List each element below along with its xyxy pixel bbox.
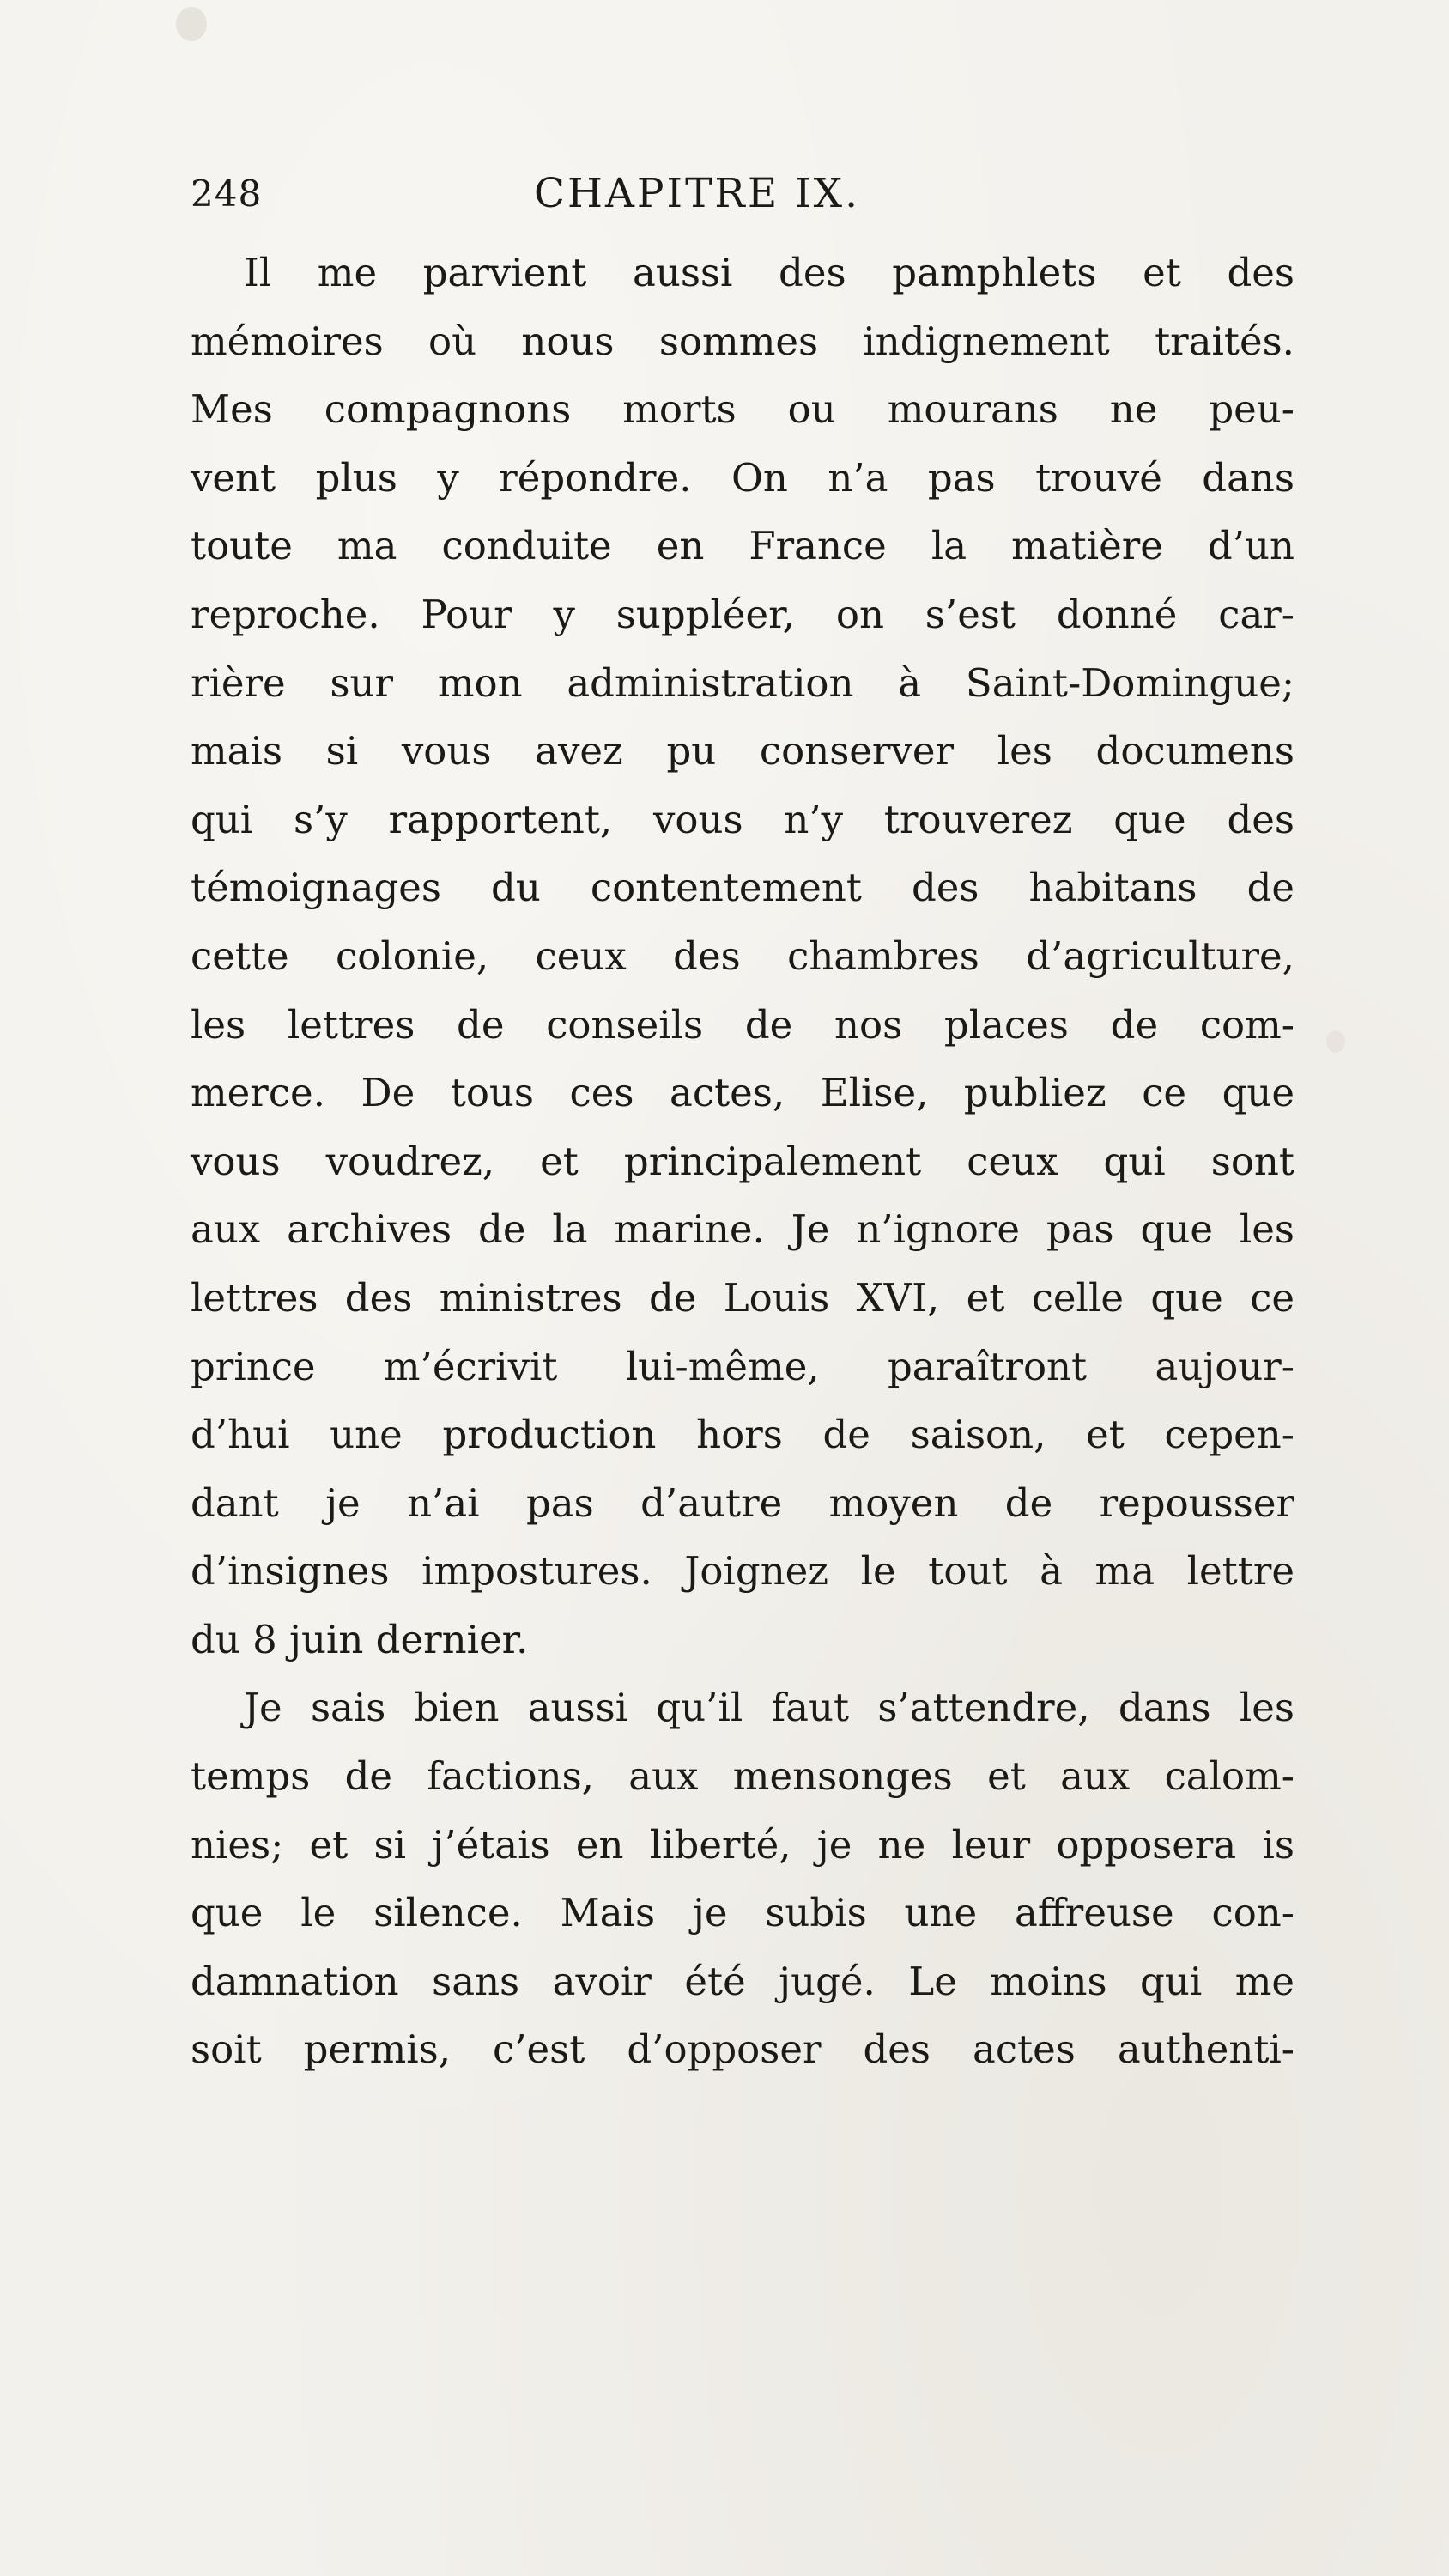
text-line: aux archives de la marine. Je n’ignore pas que les	[191, 1206, 1294, 1253]
text-line: mémoires où nous sommes indignement traités.	[191, 318, 1294, 364]
text-line: soit permis, c’est d’opposer des actes authenti-	[191, 2026, 1294, 2073]
text-line: Mes compagnons morts ou mourans ne peu-	[191, 386, 1294, 433]
text-line: les lettres de conseils de nos places de com-	[191, 1001, 1294, 1048]
text-line: mais si vous avez pu conserver les documens	[191, 728, 1294, 775]
text-line: lettres des ministres de Louis XVI, et celle que ce	[191, 1274, 1294, 1321]
text-line: qui s’y rapportent, vous n’y trouverez que des	[191, 796, 1294, 842]
text-line: dant je n’ai pas d’autre moyen de repousser	[191, 1479, 1294, 1526]
paper-stain	[176, 7, 207, 41]
text-line: rière sur mon administration à Saint-Domingue;	[191, 659, 1294, 706]
text-line: Je sais bien aussi qu’il faut s’attendre, dans les	[244, 1685, 1294, 1731]
text-line: reproche. Pour y suppléer, on s’est donné car-	[191, 591, 1294, 637]
running-title: CHAPITRE IX.	[534, 170, 861, 217]
text-line: Il me parvient aussi des pamphlets et des	[244, 250, 1294, 295]
text-line: merce. De tous ces actes, Elise, publiez ce que	[191, 1070, 1294, 1116]
text-line: d’insignes impostures. Joignez le tout à ma lettre	[191, 1548, 1294, 1595]
text-line: que le silence. Mais je subis une affreuse con-	[191, 1890, 1294, 1936]
text-line: vous voudrez, et principalement ceux qui sont	[191, 1138, 1294, 1184]
text-line: du 8 juin dernier.	[191, 1616, 529, 1662]
page-header	[191, 168, 1255, 220]
text-line: témoignages du contentement des habitans de	[191, 865, 1294, 911]
page-number: 248	[191, 173, 263, 215]
body-text	[191, 239, 1294, 2084]
text-line: temps de factions, aux mensonges et aux calom-	[191, 1753, 1294, 1800]
text-line: toute ma conduite en France la matière d’un	[191, 523, 1294, 569]
text-line: vent plus y répondre. On n’a pas trouvé dans	[191, 454, 1294, 501]
text-line: d’hui une production hors de saison, et cepen-	[191, 1412, 1294, 1458]
text-line: nies; et si j’étais en liberté, je ne leur opposera is	[191, 1821, 1294, 1868]
text-line: cette colonie, ceux des chambres d’agriculture,	[191, 933, 1294, 979]
text-line: damnation sans avoir été jugé. Le moins qui me	[191, 1958, 1294, 2004]
text-line: prince m’écrivit lui-même, paraîtront aujour-	[191, 1343, 1294, 1389]
paper-stain	[1326, 1030, 1345, 1053]
